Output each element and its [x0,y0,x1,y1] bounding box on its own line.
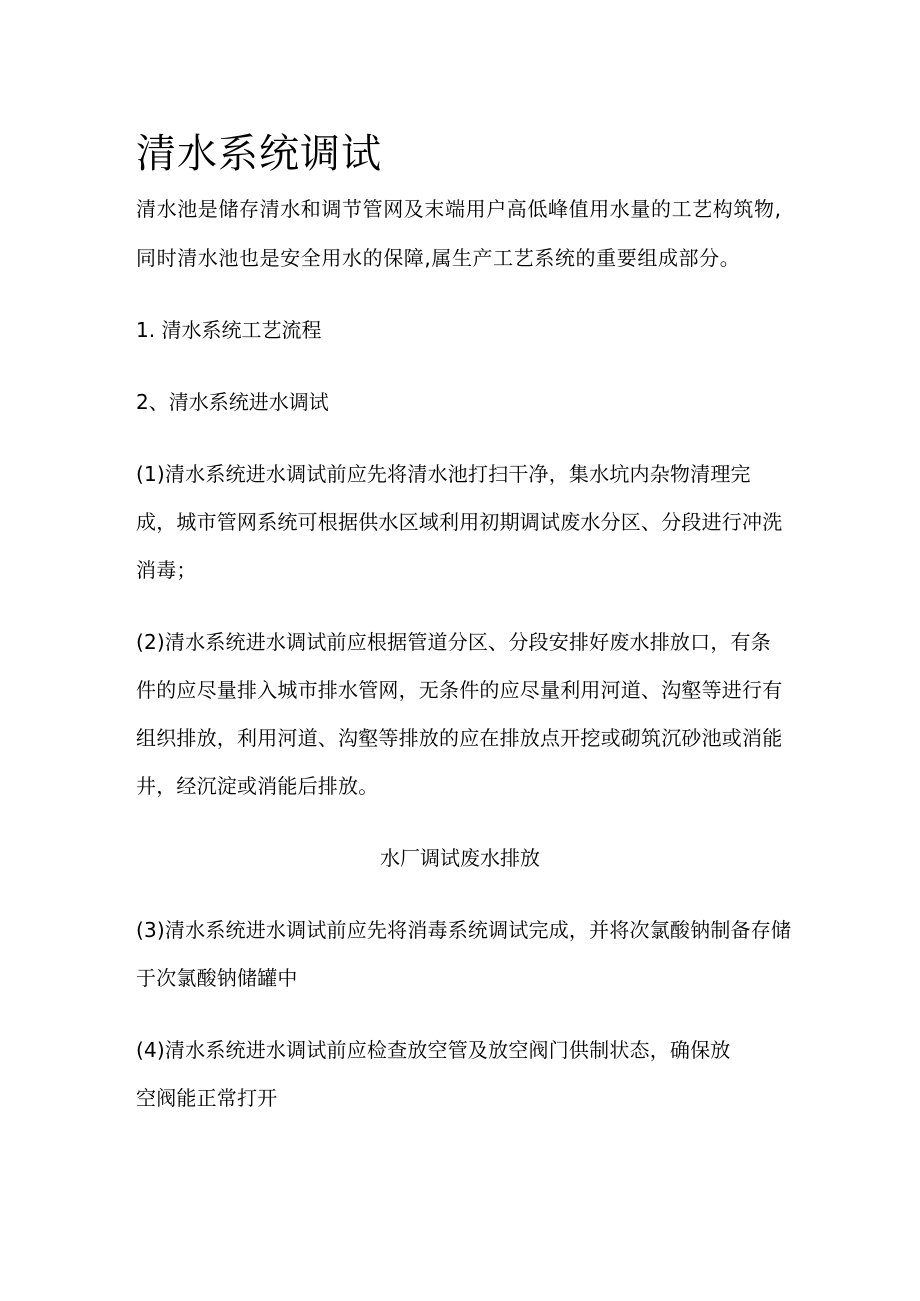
item-4-line-1: (4)清水系统进水调试前应检查放空管及放空阀门供制状态，确保放 [136,1038,731,1062]
item-3-line-1: (3)清水系统进水调试前应先将消毒系统调试完成，并将次氯酸钠制备存储 [136,918,792,942]
item-1-line-2: 成，城市管网系统可根据供水区域利用初期调试废水分区、分段进行冲洗 [136,510,783,534]
intro-line-1: 清水池是储存清水和调节管网及末端用户高低峰值用水量的工艺构筑物, [136,197,782,221]
item-2-line-4: 井，经沉淀或消能后排放。 [136,774,379,798]
item-2-line-2: 件的应尽量排入城市排水管网，无条件的应尽量利用河道、沟壑等进行有 [136,678,783,702]
intro-line-2: 同时清水池也是安全用水的保障,属生产工艺系统的重要组成部分。 [136,246,741,270]
section-heading-1: 1. 清水系统工艺流程 [136,318,322,342]
page-title: 清水系统调试 [136,131,382,177]
item-1-line-3: 消毒； [136,558,197,582]
item-1-line-1: (1)清水系统进水调试前应先将清水池打扫干净，集水坑内杂物清理完 [136,462,751,486]
item-2-line-1: (2)清水系统进水调试前应根据管道分区、分段安排好废水排放口，有条 [136,630,771,654]
item-4-line-2: 空阀能正常打开 [136,1086,278,1110]
item-3-line-2: 于次氯酸钠储罐中 [136,966,298,990]
section-heading-2: 2、清水系统进水调试 [136,390,329,414]
figure-caption: 水厂调试废水排放 [380,846,540,870]
item-2-line-3: 组织排放，利用河道、沟壑等排放的应在排放点开挖或砌筑沉砂池或消能 [136,726,783,750]
